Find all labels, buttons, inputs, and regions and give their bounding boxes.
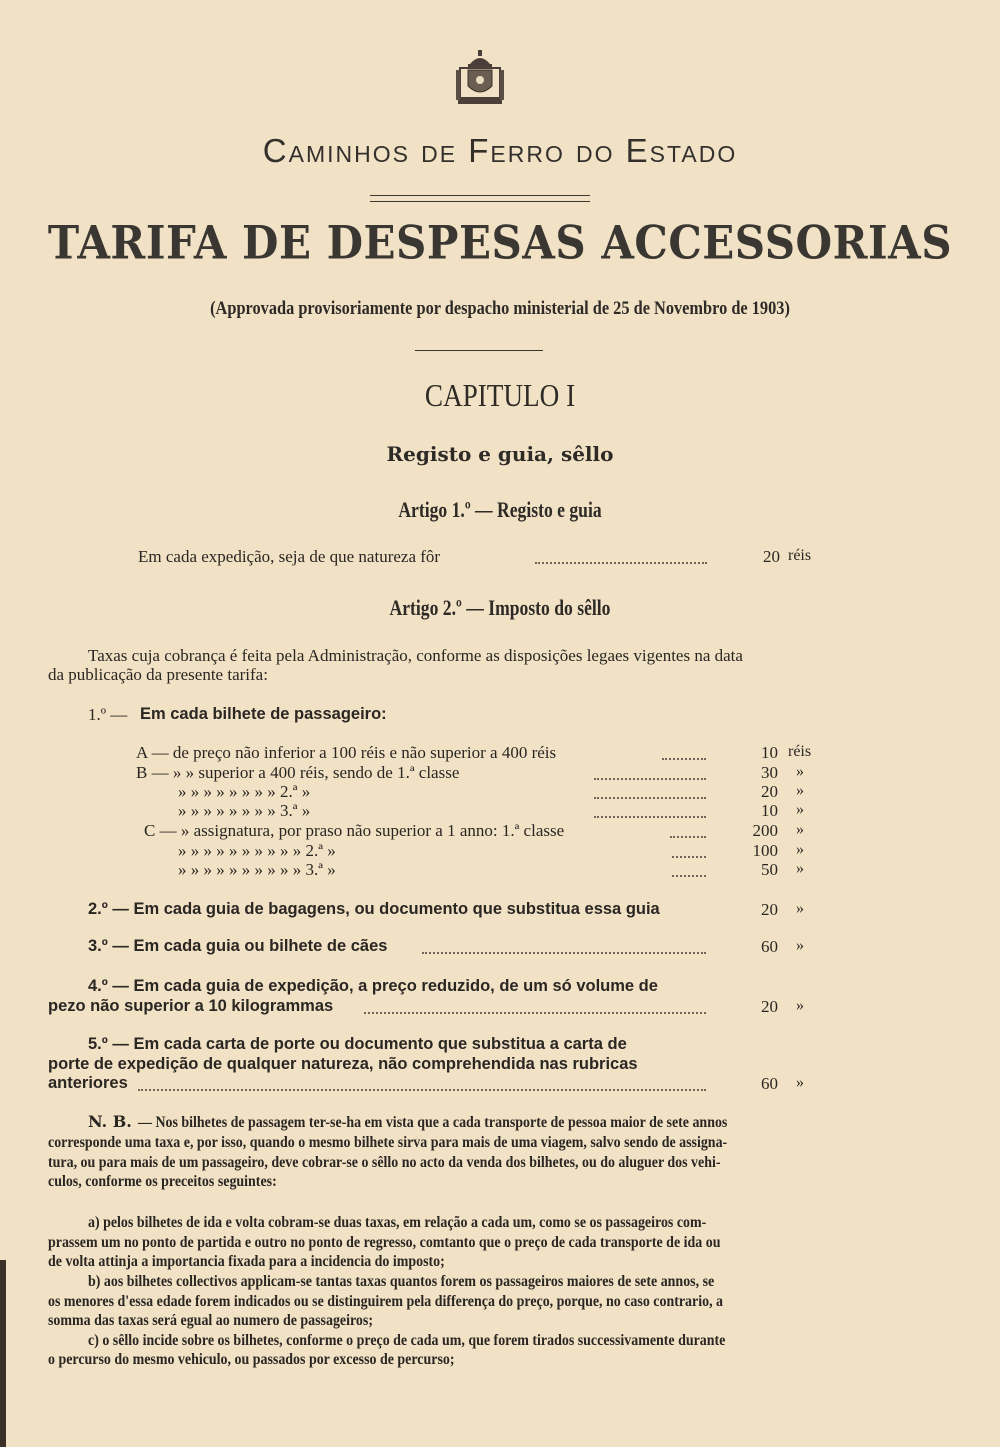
note-line-3: tura, ou para mais de um passageiro, deve cobrar-se o sêllo no acto da venda dos bilhetes, ou do aluguer dos vehi- xyxy=(48,1154,721,1171)
row-c3-amount: 50 xyxy=(761,860,778,879)
row-c1-amount: 200 xyxy=(752,821,778,840)
clause-c-line-2: o percurso do mesmo vehiculo, ou passados por excesso de percurso; xyxy=(48,1351,455,1368)
ditto-mark: » xyxy=(796,841,804,858)
item-1-label: Em cada bilhete de passageiro: xyxy=(140,705,387,723)
leader-dots xyxy=(594,802,706,818)
clause-a-line-1: a) pelos bilhetes de ida e volta cobram-se duas taxas, em relação a cada um, como se os passageiros com- xyxy=(88,1214,707,1231)
note-line-4: culos, conforme os preceitos seguintes: xyxy=(48,1173,277,1190)
row-b3-amount: 10 xyxy=(761,801,778,820)
ditto-mark: » xyxy=(796,900,804,917)
row-c2-amount: 100 xyxy=(752,841,778,860)
leader-dots xyxy=(422,938,706,954)
article-1-heading: Artigo 1.º — Registo e guia xyxy=(398,497,602,522)
leader-dots xyxy=(594,764,706,780)
organization-name: Caminhos de Ferro do Estado xyxy=(262,132,738,169)
ditto-mark: » xyxy=(796,782,804,799)
item-5-line-3: anteriores xyxy=(48,1074,128,1092)
ditto-mark: » xyxy=(796,860,804,877)
clause-a-line-2: prassem um no ponto de partida e outro no ponto de regresso, comtanto que o preço de cada transporte de ida ou xyxy=(48,1234,721,1251)
article-2-intro-line-1: Taxas cuja cobrança é feita pela Administração, conforme as disposições legaes vigentes na data xyxy=(88,646,743,665)
clause-b-line-1: b) aos bilhetes collectivos applicam-se tantas taxas quantos forem os passageiros maiores de sete annos, se xyxy=(88,1273,715,1290)
leader-dots xyxy=(364,998,706,1014)
royal-crest-icon xyxy=(454,50,506,108)
leader-dots xyxy=(138,1075,706,1091)
item-2-text: 2.º — Em cada guia de bagagens, ou documento que substitua essa guia xyxy=(88,900,660,918)
row-a-amount: 10 xyxy=(761,743,778,762)
article-1-line: Em cada expedição, seja de que natureza fôr xyxy=(138,547,441,566)
clause-b-line-2: os menores d'essa edade forem indicados ou se distinguirem pela differença do preço, porque, no caso contrario, a xyxy=(48,1293,724,1310)
ditto-mark: » xyxy=(796,997,804,1014)
note-label: N. B. xyxy=(88,1112,132,1131)
item-1-number: 1.º — xyxy=(88,705,128,724)
document-title: TARIFA DE DESPESAS ACCESSORIAS xyxy=(47,215,953,270)
page-edge-shadow xyxy=(0,1260,6,1447)
article-1-amount: 20 xyxy=(763,547,780,566)
leader-dots xyxy=(672,842,706,858)
row-b3-text: » » » » » » » » 3.ª » xyxy=(178,801,311,820)
ditto-mark: » xyxy=(796,763,804,780)
row-b1-text: B — » » superior a 400 réis, sendo de 1.ª classe xyxy=(136,763,460,782)
row-c3-text: » » » » » » » » » » 3.ª » xyxy=(178,860,336,879)
leader-dots xyxy=(535,548,707,564)
item-5-line-2: porte de expedição de qualquer natureza, não comprehendida nas rubricas xyxy=(48,1055,638,1073)
item-3-amount: 60 xyxy=(761,937,778,956)
row-b1-amount: 30 xyxy=(761,763,778,782)
row-b2-amount: 20 xyxy=(761,782,778,801)
row-a-text: A — de preço não inferior a 100 réis e não superior a 400 réis xyxy=(136,743,557,762)
note-line-1: — Nos bilhetes de passagem ter-se-ha em vista que a cada transporte de pessoa maior de sete annos xyxy=(138,1114,728,1131)
clause-b-line-3: somma das taxas será egual ao numero de passageiros; xyxy=(48,1312,373,1329)
item-4-line-1: 4.º — Em cada guia de expedição, a preço reduzido, de um só volume de xyxy=(88,977,658,995)
double-rule-divider xyxy=(370,195,590,202)
ditto-mark: » xyxy=(796,1074,804,1091)
clause-a-line-3: de volta attinja a importancia fixada para a incidencia do imposto; xyxy=(48,1253,445,1270)
row-b2-text: » » » » » » » » 2.ª » xyxy=(178,782,311,801)
clause-c-line-1: c) o sêllo incide sobre os bilhetes, conforme o preço de cada um, que forem tirados successivamente durante xyxy=(88,1332,726,1349)
section-title: Registo e guia, sêllo xyxy=(386,442,614,466)
ditto-mark: » xyxy=(796,821,804,838)
item-3-text: 3.º — Em cada guia ou bilhete de cães xyxy=(88,937,388,955)
row-c1-text: C — » assignatura, por praso não superior a 1 anno: 1.ª classe xyxy=(144,821,565,840)
item-4-line-2: pezo não superior a 10 kilogrammas xyxy=(48,997,334,1015)
item-5-line-1: 5.º — Em cada carta de porte ou documento que substitua a carta de xyxy=(88,1035,627,1053)
chapter-title: CAPITULO I xyxy=(424,377,576,413)
row-a-unit: réis xyxy=(788,743,812,760)
leader-dots xyxy=(672,861,706,877)
article-1-unit: réis xyxy=(788,547,812,564)
ditto-mark: » xyxy=(796,801,804,818)
item-2-amount: 20 xyxy=(761,900,778,919)
short-rule-divider xyxy=(415,350,543,351)
note-line-2: corresponde uma taxa e, por isso, quando o mesmo bilhete sirva para mais de uma viagem, salvo sendo de assigna- xyxy=(48,1134,728,1151)
leader-dots xyxy=(594,783,706,799)
leader-dots xyxy=(662,744,706,760)
article-2-intro-line-2: da publicação da presente tarifa: xyxy=(48,665,268,684)
ditto-mark: » xyxy=(796,937,804,954)
item-5-amount: 60 xyxy=(761,1074,778,1093)
item-4-amount: 20 xyxy=(761,997,778,1016)
document-subtitle: (Approvada provisoriamente por despacho ministerial de 25 de Novembro de 1903) xyxy=(210,298,790,319)
row-c2-text: » » » » » » » » » » 2.ª » xyxy=(178,841,336,860)
leader-dots xyxy=(670,822,706,838)
article-2-heading: Artigo 2.º — Imposto do sêllo xyxy=(389,595,611,620)
